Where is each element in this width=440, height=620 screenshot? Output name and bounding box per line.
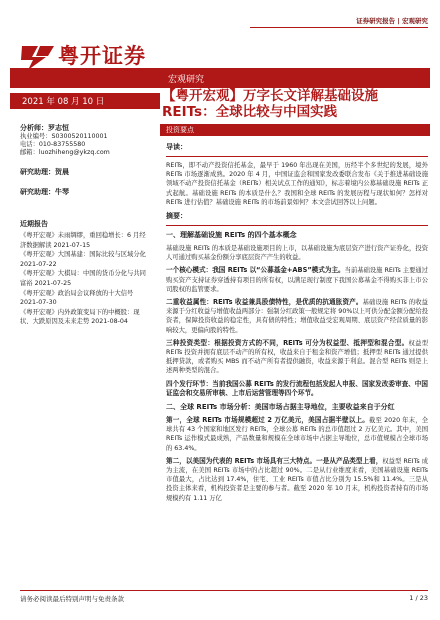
paragraph-6: 第二，以美国为代表的 REITs 市场具有三大特点。一是从产品类型上看，权益型 REITs 成为主流，在美国 REITs 市场中的占比超过 90%。二是从行业维度来看，美国基础设施 REITs 市值最大，占比达到 17.4%，住宅、工业 REITs 市值占比分别为 15.5%和 11.4%。三是从投资主体来看，机构投资者是主要的参与者。截至 2020 年 10 月末，机构投资者持有的市场规模约有 1.11 万亿 (166, 456, 428, 502)
paragraph-3: 三种投资类型：根据投资方式的不同，REITs 可分为权益型、抵押型和混合型。权益型 REITs 投资并拥有底层不动产的所有权，收益来自于租金和资产增值；抵押型 REITs 通过提供抵押贷款，或者购买 MBS 而不动产所有者提供融资，收益来源于利息。混合型 REITs 则是上述两种类型的混合。 (166, 338, 429, 375)
section-2-heading: 二、全球 REITs 市场分析：美国市场占据主导地位，主要收益来自于分红 (166, 403, 395, 412)
related-report-link[interactable]: 《粤开宏观》未雨绸缪，重回稳增长：6 月经济数据解读 2021-07-15 (20, 232, 146, 249)
related-reports-list (20, 231, 148, 327)
section-1-heading: 一、理解基础设施 REITs 的四个基本概念 (166, 231, 297, 240)
analyst-cert: 执业编号：S0300520110001 (20, 133, 108, 140)
analyst-name: 罗志恒 (48, 124, 69, 132)
header-banner (10, 68, 430, 88)
report-date: 2021 年 08 月 10 日 (22, 97, 105, 107)
section-1-text: 基础设施 REITs 的本质是基础设施项目的上市，以基础设施为底层资产进行资产证券化，投资人可通过购买基金份额分享底层资产产生的收益。 (166, 245, 428, 262)
related-reports-header: 近期报告 (20, 220, 48, 228)
page-number: 1 / 23 (409, 594, 428, 602)
assistant-line: 研究助理：牛琴 (20, 188, 69, 196)
page-footer (20, 594, 428, 603)
abstract-label: 摘要： (166, 212, 187, 221)
related-report-link[interactable]: 《粤开宏观》大国基建：国际比较与区域分化 2021-07-22 (20, 251, 146, 268)
related-report-link[interactable]: 《粤开宏观》大棋局：中国的货币分化与共同富裕 2021-07-25 (20, 270, 146, 287)
main-content (166, 140, 428, 507)
paragraph-4: 四个发行环节：当前我国公募 REITs 的发行流程包括发起人申报、国家发改委审查、中国证监会和交易所审核、上市后运营管理等四个环节。 (166, 379, 428, 397)
report-type-label: 证券研究报告 | 宏观研究 (356, 17, 428, 25)
footer-rule (20, 590, 428, 591)
analyst-line: 分析师：罗志恒 (20, 124, 69, 132)
investment-points-label: 投资要点 (166, 126, 194, 134)
assistant-name: 牛琴 (55, 188, 69, 196)
analyst-email: 邮箱：luozhiheng@ykzq.com (20, 149, 110, 156)
report-title (162, 88, 428, 120)
guide-text: REITs，即不动产投资信托基金，最早于 1960 年出现在美国，历经半个多世纪的发展，境外 REITs 市场逐渐成熟。2020 年 4 月，中国证监会和国家发改委联合发布《关于推进基础设施领域不动产投资信托基金（REITs）相关试点工作的通知》，标志着境内公募基础设施 REITs 正式起航。基础设施 REITs 的本质是什么？我国和全球 REITs 的发展历程与现状如何？怎样对 REITs 进行估值？基础设施 REITs 的市场前景如何？本文尝试回答以上问题。 (166, 162, 428, 206)
title-line-1: 【粤开宏观】万字长文详解基础设施 (162, 88, 378, 104)
assistant-line: 研究助理：贺晨 (20, 168, 69, 176)
section-rule (166, 225, 428, 226)
paragraph-5: 第一，全球 REITs 市场规模超过 2 万亿美元，美国占据半壁以上。截至 2020 年末，全球共有 43 个国家和地区发行 REITs，全球公募 REITs 的总市值超过 2 万亿美元。其中，美国 REITs 运作模式最成熟，产品数量和规模在全球市场中占据主导地位，总市值规模占全球市场的 63.4%。 (166, 416, 428, 452)
header-rule (250, 27, 428, 28)
disclaimer-text: 请务必阅读最后特别声明与免责条款 (20, 595, 124, 603)
title-line-2: REITs：全球比较与中国实践 (162, 104, 338, 120)
date-bar (10, 93, 160, 109)
related-report-link[interactable]: 《粤开宏观》内外政策变局下的中概股：现状、大跌原因及未来走势 2021-08-04 (20, 308, 140, 326)
related-report-link[interactable]: 《粤开宏观》政治局会议释放的十大信号 2021-07-30 (20, 289, 134, 307)
assistant-name: 贺晨 (55, 168, 69, 176)
section-rule (166, 156, 428, 157)
report-category: 宏观研究 (168, 75, 205, 85)
investment-points-bar (160, 124, 430, 136)
paragraph-1: 一个核心模式：我国 REITs 以“公募基金+ABS”模式为主。当前基础设施 REITs 主要通过购买资产支持证券穿透持有项目的所有权，以满足现行制度下我国公募基金不得购买非上市公司股权的监管要求。 (166, 266, 428, 293)
guide-label: 导读： (166, 143, 187, 151)
sidebar (20, 124, 148, 327)
logo-chinese-name: 粤开证券 (58, 44, 146, 68)
analyst-phone: 电话：010-83755580 (20, 141, 86, 148)
paragraph-2: 二重收益属性：REITs 收益兼具股债特性，是优质的抗通胀资产。基础设施 REITs 的收益来源于分红收益与增值收益两部分：强制分红政策一般规定将 90%以上可供分配金额分配给投资者，保障投资收益的稳定性，具有债的特性；增值收益受宏观周期、底层资产经营质量的影响较大，更偏向股的特性。 (166, 298, 428, 334)
